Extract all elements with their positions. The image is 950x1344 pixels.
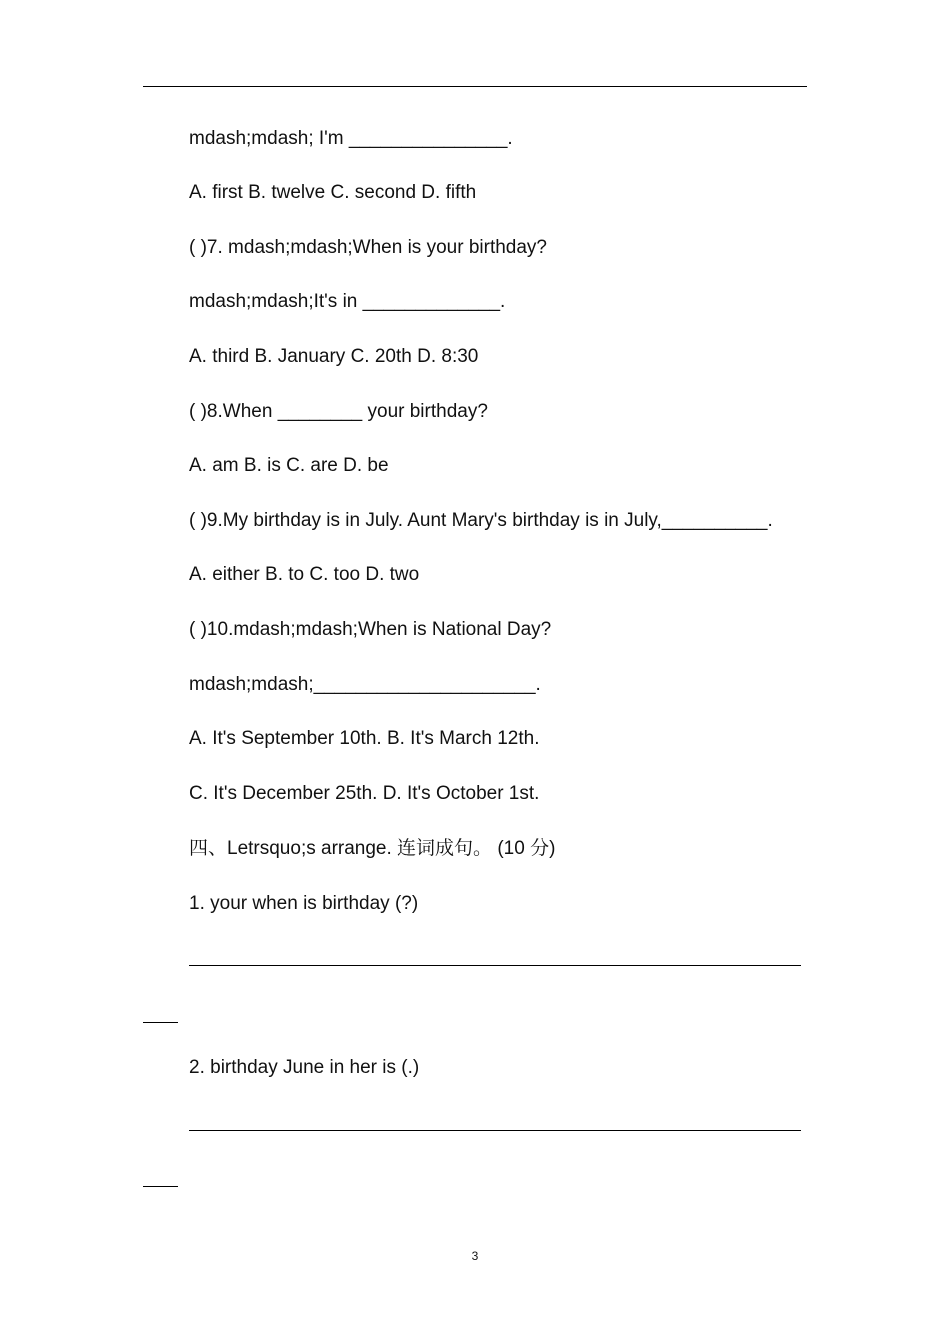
question-10-options-cd: C. It's December 25th. D. It's October 1st.: [189, 783, 540, 804]
question-7-options: A. third B. January C. 20th D. 8:30: [189, 346, 479, 367]
question-7-prompt: ( )7. mdash;mdash;When is your birthday?: [189, 237, 547, 258]
question-10-prompt: ( )10.mdash;mdash;When is National Day?: [189, 619, 552, 640]
arrange-answer-2-line: [189, 1130, 801, 1131]
question-6-options: A. first B. twelve C. second D. fifth: [189, 182, 477, 203]
header-rule: [143, 86, 807, 87]
arrange-question-2: 2. birthday June in her is (.): [189, 1057, 420, 1078]
arrange-answer-1-line: [189, 965, 801, 966]
question-8-options: A. am B. is C. are D. be: [189, 455, 389, 476]
question-9-prompt: ( )9.My birthday is in July. Aunt Mary's birthday is in July,__________.: [189, 510, 773, 531]
arrange-answer-1-continuation: [143, 1022, 178, 1023]
arrange-answer-2-continuation: [143, 1186, 178, 1187]
page-number: 3: [471, 1249, 479, 1263]
question-9-options: A. either B. to C. too D. two: [189, 564, 420, 585]
question-6-answer-line: mdash;mdash; I'm _______________.: [189, 128, 513, 149]
question-8-prompt: ( )8.When ________ your birthday?: [189, 401, 488, 422]
question-7-answer-line: mdash;mdash;It's in _____________.: [189, 291, 506, 312]
question-10-answer-line: mdash;mdash;_____________________.: [189, 674, 541, 695]
arrange-question-1: 1. your when is birthday (?): [189, 893, 419, 914]
section-4-heading: 四、Letrsquo;s arrange. 连词成句。 (10 分): [189, 838, 556, 859]
question-10-options-ab: A. It's September 10th. B. It's March 12th.: [189, 728, 540, 749]
